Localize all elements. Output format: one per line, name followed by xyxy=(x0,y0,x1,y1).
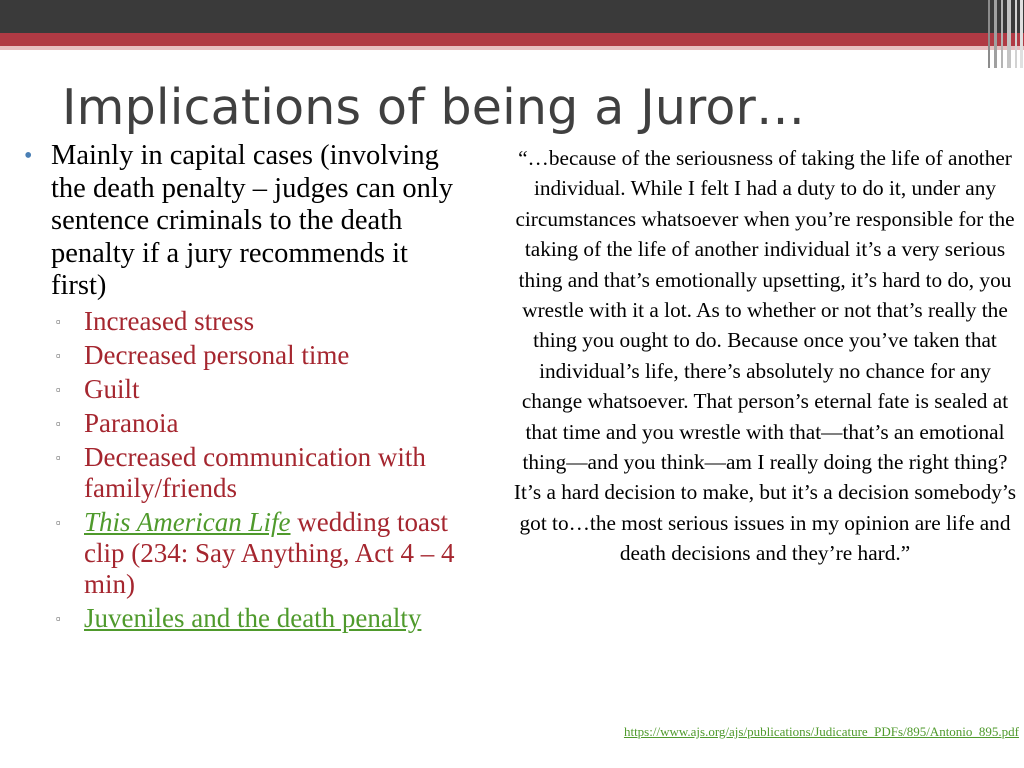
sub-item-text: Increased stress xyxy=(84,305,255,336)
decorative-stripes xyxy=(988,0,1024,68)
header-red-band xyxy=(0,33,1024,46)
sub-item-text: Paranoia xyxy=(84,407,179,438)
sub-item-text: Decreased communication with family/friends xyxy=(84,441,426,503)
list-item xyxy=(56,408,462,439)
header-pink-band xyxy=(0,46,1024,50)
juveniles-death-penalty-link[interactable]: Juveniles and the death penalty xyxy=(84,602,422,633)
bullet-dot-icon: • xyxy=(24,143,33,169)
sub-bullet-list xyxy=(22,306,462,634)
clip-item-text xyxy=(84,507,462,600)
sub-item-text: Decreased personal time xyxy=(84,339,350,370)
this-american-life-link[interactable]: This American Life xyxy=(84,506,291,537)
list-item xyxy=(56,374,462,405)
sub-bullet-icon: ▫ xyxy=(56,514,61,530)
left-content xyxy=(22,140,462,634)
sub-bullet-icon: ▫ xyxy=(56,381,61,397)
main-bullet-text: Mainly in capital cases (involving the death penalty – judges can only sentence criminals to the death penalty if a jury recommends it first) xyxy=(51,140,454,301)
main-bullet xyxy=(22,140,462,303)
sub-bullet-icon: ▫ xyxy=(56,610,61,626)
sub-bullet-icon: ▫ xyxy=(56,415,61,431)
list-item xyxy=(56,442,462,504)
juveniles-list-item xyxy=(56,603,462,634)
list-item xyxy=(56,340,462,371)
juror-quote: “…because of the seriousness of taking the life of another individual. While I felt I had a duty to do it, under any circumstances whatsoever when you’re responsible for the taking of the life of another individual it’s a very serious thing and that’s emotionally upsetting, it’s hard to do, you wrestle with it a lot. As to whether or not that’s really the thing you ought to do. Because once you’ve taken that individual’s life, there’s absolutely no chance for any change whatsoever. That person’s eternal fate is sealed at that time and you wrestle with that—that’s an emotional thing—and you think—am I really doing the right thing? It’s a hard decision to make, but it’s a decision somebody’s got to…the most serious issues in my opinion are life and death decisions and they’re hard.” xyxy=(513,146,1017,566)
list-item xyxy=(56,306,462,337)
slide-title: Implications of being a Juror… xyxy=(62,79,806,136)
clip-list-item xyxy=(56,507,462,600)
sub-item-text: Guilt xyxy=(84,373,140,404)
sub-bullet-icon: ▫ xyxy=(56,313,61,329)
sub-bullet-icon: ▫ xyxy=(56,449,61,465)
clip-description: wedding toast clip (234: Say Anything, Act 4 – 4 min) xyxy=(84,506,455,599)
quote-source-link[interactable]: https://www.ajs.org/ajs/publications/Judicature_PDFs/895/Antonio_895.pdf xyxy=(623,724,1019,739)
sub-bullet-icon: ▫ xyxy=(56,347,61,363)
header-dark-band xyxy=(0,0,1024,33)
